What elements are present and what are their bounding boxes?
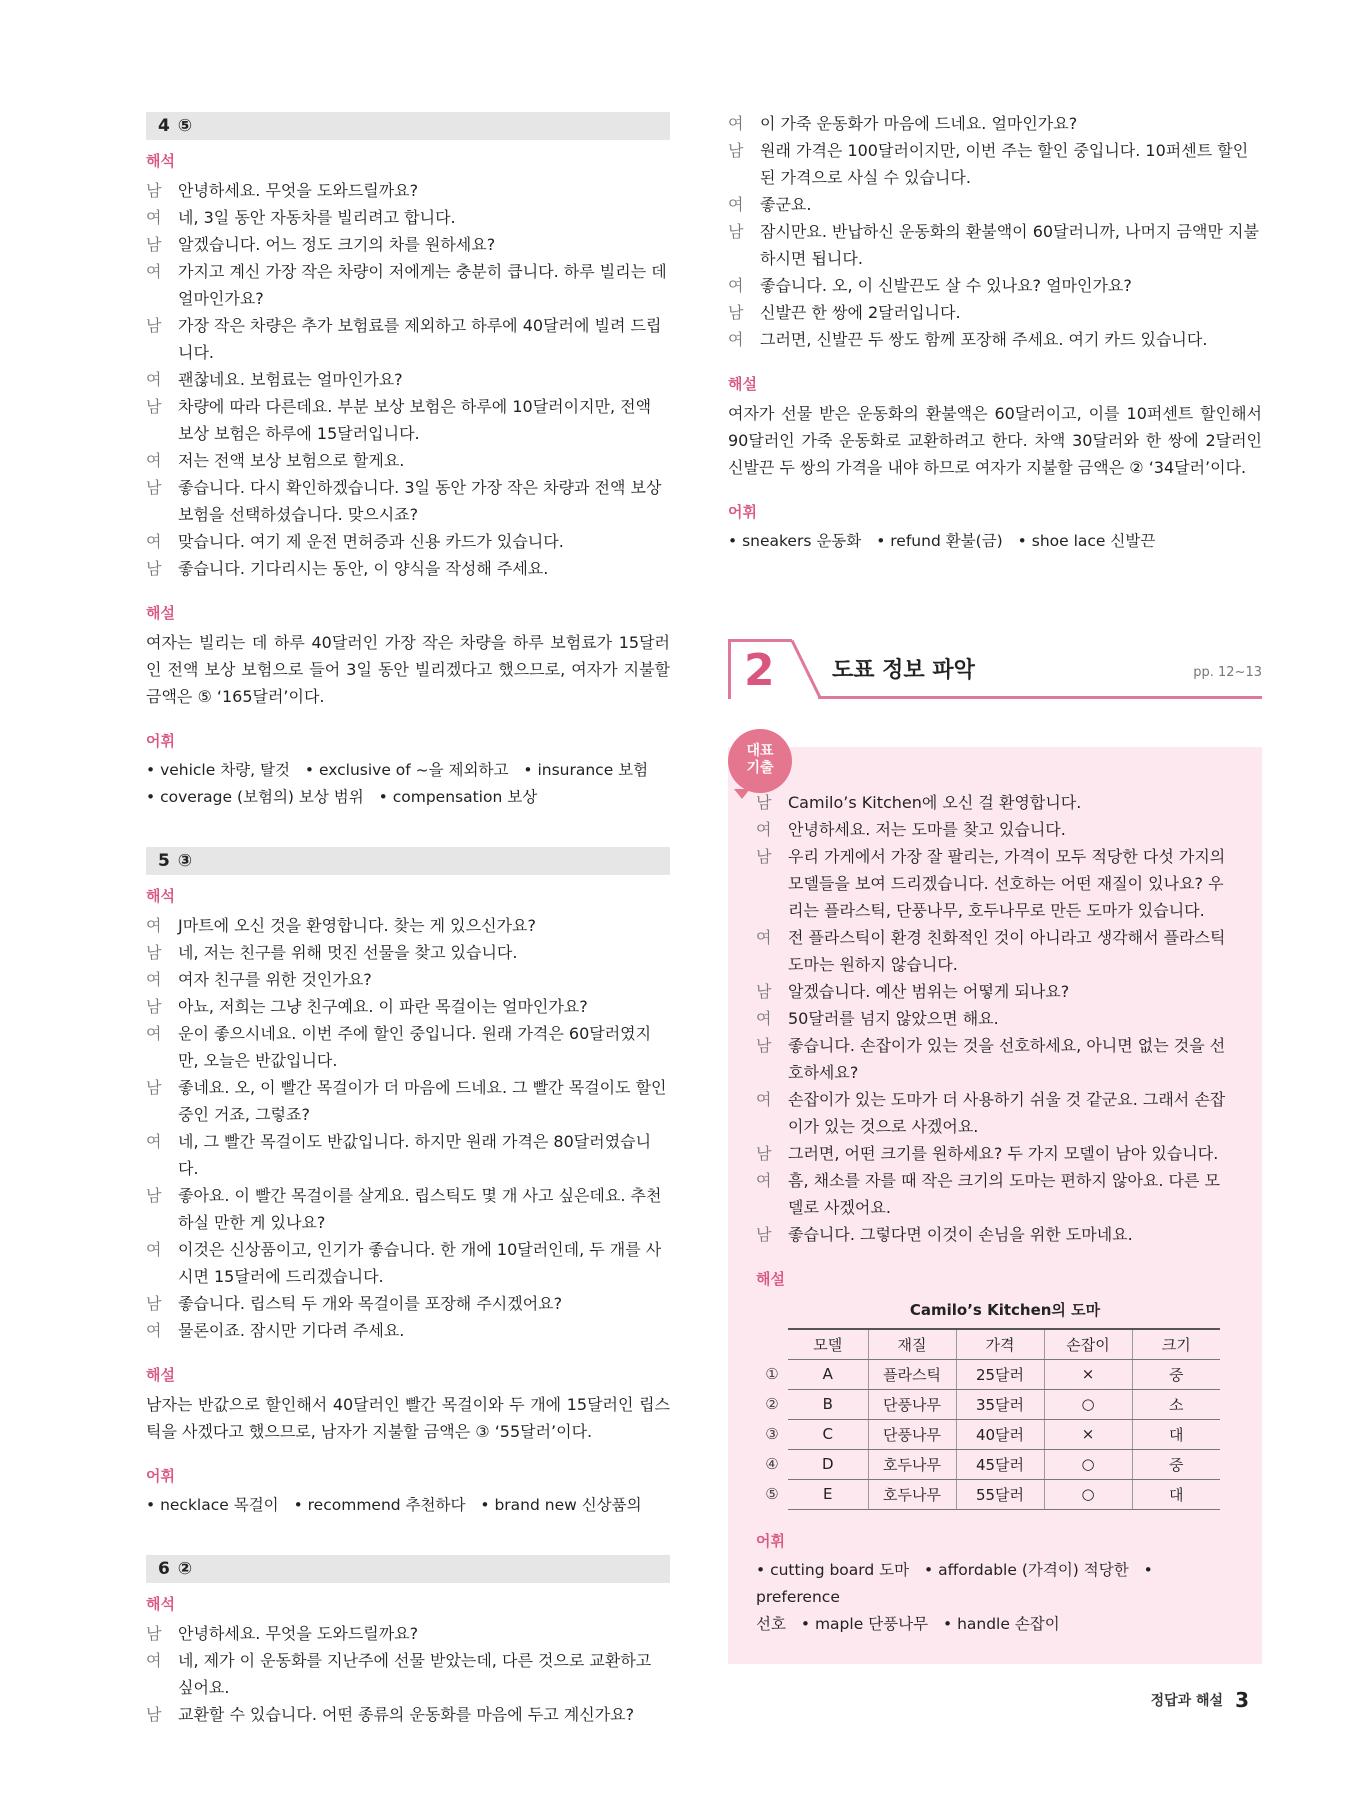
speaker-label: 여 [756,928,772,947]
dialogue-line [146,312,670,366]
dialogue-text: 교환할 수 있습니다. 어떤 종류의 운동화를 마음에 두고 계신가요? [178,1705,635,1724]
speaker-label: 남 [146,1294,162,1313]
translation-label: 해석 [146,1595,175,1613]
representative-question-box [728,743,1262,1664]
table-cell: ○ [1044,1389,1132,1419]
dialogue-text: 운이 좋으시네요. 이번 주에 할인 중입니다. 원래 가격은 60달러였지만, 오늘은 반값입니다. [178,1024,652,1070]
explanation-label: 해설 [728,375,757,393]
table-title: Camilo’s Kitchen의 도마 [909,1301,1101,1319]
speaker-label: 남 [146,478,162,497]
section-2-vocab-line-1 [756,1557,1234,1611]
dialogue-text: 물론이죠. 잠시만 기다려 주세요. [178,1321,405,1340]
dialogue-line [146,1647,670,1701]
speaker-label: 여 [146,262,162,281]
vocab-item: • cutting board 도마 [756,1560,910,1579]
question-4-vocab-line-2 [146,784,670,811]
dialogue-text: 좋습니다. 다시 확인하겠습니다. 3일 동안 가장 작은 차량과 전액 보상 보험을 선택하셨습니다. 맞으시죠? [178,478,662,524]
dialogue-line [146,939,670,966]
speaker-label: 여 [756,1171,772,1190]
section-2-dialogue [756,789,1234,1248]
dialogue-line [146,1620,670,1647]
dialogue-line [146,912,670,939]
dialogue-text: 그러면, 신발끈 두 쌍도 함께 포장해 주세요. 여기 카드 있습니다. [760,330,1208,349]
page-number: 3 [1235,1688,1249,1712]
speaker-label: 남 [728,222,744,241]
dialogue-line [146,231,670,258]
dialogue-text: 네, 3일 동안 자동차를 빌리려고 합니다. [178,208,456,227]
dialogue-text: 안녕하세요. 저는 도마를 찾고 있습니다. [788,820,1066,839]
question-4-explanation: 여자는 빌리는 데 하루 40달러인 가장 작은 차량을 하루 보험료가 15달러인 전액 보상 보험으로 들어 3일 동안 빌리겠다고 했으므로, 여자가 지불할 금액은 ⑤ ‘165달러’이다. [146,633,670,706]
table-cell: D [788,1449,868,1479]
vocab-item: • coverage (보험의) 보상 범위 [146,788,364,806]
table-header: 재질 [868,1329,956,1359]
dialogue-line [146,1701,670,1728]
row-choice-number: ⑤ [765,1485,779,1503]
dialogue-line [756,1032,1234,1086]
question-6-vocab [728,528,1262,555]
dialogue-line [756,1167,1234,1221]
dialogue-line [728,137,1262,191]
speaker-label: 여 [728,195,744,214]
speaker-label: 남 [146,397,162,416]
speaker-label: 남 [146,559,162,578]
table-header-row [756,1329,1220,1359]
dialogue-line [728,299,1262,326]
speaker-label: 남 [146,181,162,200]
explanation-label: 해설 [146,1366,175,1384]
section-heading-underline [818,696,1262,699]
cutting-board-table [756,1328,1220,1510]
dialogue-text: 여자 친구를 위한 것인가요? [178,970,372,989]
dialogue-text: 좋습니다. 기다리시는 동안, 이 양식을 작성해 주세요. [178,559,549,578]
vocab-item: • vehicle 차량, 탈것 [146,761,290,779]
speaker-label: 남 [146,235,162,254]
table-row [756,1359,1220,1389]
table-cell: 25달러 [956,1359,1044,1389]
dialogue-text: 좋네요. 오, 이 빨간 목걸이가 더 마음에 드네요. 그 빨간 목걸이도 할인 중인 거죠, 그렇죠? [178,1078,667,1124]
speaker-label: 여 [146,370,162,389]
table-cell: 35달러 [956,1389,1044,1419]
table-header: 모델 [788,1329,868,1359]
table-cell: × [1044,1359,1132,1389]
speaker-label: 여 [146,1321,162,1340]
dialogue-line [146,1290,670,1317]
table-row [756,1389,1220,1419]
dialogue-line [146,966,670,993]
table-cell: ○ [1044,1449,1132,1479]
dialogue-line [146,177,670,204]
dialogue-text: 원래 가격은 100달러이지만, 이번 주는 할인 중입니다. 10퍼센트 할인된 가격으로 사실 수 있습니다. [760,141,1249,187]
vocab-item: • shoe lace 신발끈 [1017,532,1156,550]
translation-label: 해석 [146,887,175,905]
dialogue-line [728,191,1262,218]
dialogue-line [146,204,670,231]
vocab-item: • affordable (가격이) 적당한 [924,1560,1129,1579]
dialogue-text: 좋군요. [760,195,812,214]
speaker-label: 남 [146,1078,162,1097]
dialogue-text: 좋습니다. 손잡이가 있는 것을 선호하세요, 아니면 없는 것을 선호하세요? [788,1036,1226,1082]
question-5-header: 5 ③ [146,847,670,875]
table-cell: C [788,1419,868,1449]
left-column [146,112,670,1728]
dialogue-line [728,110,1262,137]
vocab-item: • preference [756,1560,1153,1606]
explanation-label: 해설 [756,1270,785,1288]
dialogue-text: 잠시만요. 반납하신 운동화의 환불액이 60달러니까, 나머지 금액만 지불하시면 됩니다. [760,222,1259,268]
badge-line-1: 대표 [746,743,774,759]
question-6-dialogue-continued [728,110,1262,353]
vocabulary-label: 어휘 [756,1531,785,1550]
dialogue-text: 괜찮네요. 보험료는 얼마인가요? [178,370,403,389]
row-choice-number: ② [765,1395,779,1413]
dialogue-line [756,1140,1234,1167]
vocabulary-label: 어휘 [728,503,757,521]
dialogue-text: Camilo’s Kitchen에 오신 걸 환영합니다. [788,793,1082,812]
speaker-label: 여 [146,970,162,989]
vocab-item: • refund 환불(금) [876,532,1003,550]
dialogue-line [146,366,670,393]
speaker-label: 여 [146,532,162,551]
vocab-item: • handle 손잡이 [943,1614,1060,1633]
vocab-item: 선호 [756,1614,786,1633]
dialogue-line [756,1086,1234,1140]
dialogue-text: 맞습니다. 여기 제 운전 면허증과 신용 카드가 있습니다. [178,532,564,551]
table-cell: 단풍나무 [868,1389,956,1419]
table-cell: 대 [1132,1479,1220,1509]
vocab-item: • insurance 보험 [523,761,649,779]
table-header: 크기 [1132,1329,1220,1359]
translation-label: 해석 [146,152,175,170]
question-6-dialogue [146,1620,670,1728]
speaker-label: 여 [728,330,744,349]
speaker-label: 남 [756,1036,772,1055]
speaker-label: 남 [146,943,162,962]
dialogue-text: 전 플라스틱이 환경 친화적인 것이 아니라고 생각해서 플라스틱 도마는 원하지 않습니다. [788,928,1226,974]
dialogue-text: 좋아요. 이 빨간 목걸이를 살게요. 립스틱도 몇 개 사고 싶은데요. 추천하실 만한 게 있나요? [178,1186,662,1232]
dialogue-line [728,326,1262,353]
table-cell: 대 [1132,1419,1220,1449]
table-row [756,1449,1220,1479]
dialogue-line [146,1128,670,1182]
row-choice-number: ① [765,1365,779,1383]
speaker-label: 남 [146,1624,162,1643]
speaker-label: 남 [146,1186,162,1205]
vocab-item: • recommend 추천하다 [293,1496,466,1514]
dialogue-text: 안녕하세요. 무엇을 도와드릴까요? [178,1624,419,1643]
dialogue-line [756,843,1234,924]
dialogue-line [146,1074,670,1128]
vocabulary-label: 어휘 [146,732,175,750]
question-5-vocab-line-1 [146,1492,670,1519]
table-corner [756,1329,788,1359]
dialogue-text: 가장 작은 차량은 추가 보험료를 제외하고 하루에 40달러에 빌려 드립니다. [178,316,662,362]
dialogue-line [728,272,1262,299]
dialogue-line [146,258,670,312]
dialogue-text: 신발끈 한 쌍에 2달러입니다. [760,303,961,322]
dialogue-text: 흠, 채소를 자를 때 작은 크기의 도마는 편하지 않아요. 다른 모델로 사겠어요. [788,1171,1220,1217]
speaker-label: 여 [146,451,162,470]
section-pages: pp. 12~13 [1193,665,1262,680]
dialogue-text: 아뇨, 저희는 그냥 친구예요. 이 파란 목걸이는 얼마인가요? [178,997,588,1016]
dialogue-line [146,393,670,447]
vocab-item: • maple 단풍나무 [800,1614,929,1633]
representative-question-badge [728,729,792,793]
table-cell: 소 [1132,1389,1220,1419]
question-4-header: 4 ⑤ [146,112,670,140]
table-cell: 55달러 [956,1479,1044,1509]
speaker-label: 여 [146,916,162,935]
row-choice-number: ③ [765,1425,779,1443]
table-cell: 45달러 [956,1449,1044,1479]
row-choice-number: ④ [765,1455,779,1473]
speaker-label: 여 [756,1090,772,1109]
table-cell: ○ [1044,1479,1132,1509]
section-title: 도표 정보 파악 [832,658,975,683]
speaker-label: 남 [756,1144,772,1163]
speaker-label: 여 [146,1024,162,1043]
dialogue-line [146,1020,670,1074]
table-row [756,1479,1220,1509]
speaker-label: 여 [146,208,162,227]
explanation-label: 해설 [146,604,175,622]
table-cell: 40달러 [956,1419,1044,1449]
question-4-dialogue [146,177,670,582]
vocab-item: • necklace 목걸이 [146,1496,279,1514]
speaker-label: 남 [146,997,162,1016]
badge-line-2: 기출 [746,760,774,776]
dialogue-text: 이 가죽 운동화가 마음에 드네요. 얼마인가요? [760,114,1078,133]
speaker-label: 남 [756,982,772,1001]
dialogue-line [146,1236,670,1290]
vocab-item: • compensation 보상 [378,788,538,806]
dialogue-text: 50달러를 넘지 않았으면 해요. [788,1009,999,1028]
section-2-heading [728,639,1262,699]
dialogue-text: 좋습니다. 오, 이 신발끈도 살 수 있나요? 얼마인가요? [760,276,1132,295]
right-column [728,110,1262,1664]
table-cell: 중 [1132,1449,1220,1479]
vocab-item: • exclusive of ~을 제외하고 [304,761,509,779]
table-cell: × [1044,1419,1132,1449]
dialogue-text: 그러면, 어떤 크기를 원하세요? 두 가지 모델이 남아 있습니다. [788,1144,1219,1163]
dialogue-text: 우리 가게에서 가장 잘 팔리는, 가격이 모두 적당한 다섯 가지의 모델들을 보여 드리겠습니다. 선호하는 어떤 재질이 있나요? 우리는 플라스틱, 단풍나무, 호두나무로 만든 도마가 있습니다. [788,847,1226,920]
table-header: 손잡이 [1044,1329,1132,1359]
footer-label: 정답과 해설 [1150,1693,1224,1709]
speaker-label: 남 [756,793,772,812]
dialogue-line [146,555,670,582]
section-number: 2 [744,645,775,696]
table-cell: 호두나무 [868,1479,956,1509]
speaker-label: 여 [728,276,744,295]
speaker-label: 여 [756,820,772,839]
table-row [756,1419,1220,1449]
question-6-explanation: 여자가 선물 받은 운동화의 환불액은 60달러이고, 이를 10퍼센트 할인해서 90달러인 가죽 운동화로 교환하려고 한다. 차액 30달러와 한 쌍에 2달러인 신발끈 두 쌍의 가격을 내야 하므로 여자가 지불할 금액은 ② ‘34달러’이다. [728,404,1262,477]
section-2-vocab-line-2 [756,1611,1234,1638]
table-cell: A [788,1359,868,1389]
dialogue-text: J마트에 오신 것을 환영합니다. 찾는 게 있으신가요? [178,916,536,935]
speaker-label: 여 [146,1132,162,1151]
dialogue-text: 네, 제가 이 운동화를 지난주에 선물 받았는데, 다른 것으로 교환하고 싶어요. [178,1651,652,1697]
dialogue-text: 안녕하세요. 무엇을 도와드릴까요? [178,181,419,200]
dialogue-text: 가지고 계신 가장 작은 차량이 저에게는 충분히 큽니다. 하루 빌리는 데 얼마인가요? [178,262,667,308]
page-footer [1151,1688,1249,1712]
speaker-label: 남 [756,847,772,866]
dialogue-text: 좋습니다. 립스틱 두 개와 목걸이를 포장해 주시겠어요? [178,1294,563,1313]
question-5-dialogue [146,912,670,1344]
speaker-label: 남 [728,303,744,322]
dialogue-line [146,993,670,1020]
vocab-item: • brand new 신상품의 [480,1496,642,1514]
dialogue-text: 네, 그 빨간 목걸이도 반값입니다. 하지만 원래 가격은 80달러였습니다. [178,1132,652,1178]
dialogue-line [146,1182,670,1236]
table-cell: 플라스틱 [868,1359,956,1389]
speaker-label: 여 [756,1009,772,1028]
table-cell: 단풍나무 [868,1419,956,1449]
dialogue-text: 알겠습니다. 어느 정도 크기의 차를 원하세요? [178,235,496,254]
table-header: 가격 [956,1329,1044,1359]
dialogue-line [756,789,1234,816]
speaker-label: 여 [146,1651,162,1670]
dialogue-line [728,218,1262,272]
speaker-label: 남 [728,141,744,160]
question-4-vocab-line-1 [146,757,670,784]
speaker-label: 남 [756,1225,772,1244]
dialogue-text: 좋습니다. 그렇다면 이것이 손님을 위한 도마네요. [788,1225,1133,1244]
speaker-label: 여 [146,1240,162,1259]
dialogue-line [146,474,670,528]
dialogue-line [756,816,1234,843]
dialogue-line [756,924,1234,978]
dialogue-text: 차량에 따라 다른데요. 부분 보상 보험은 하루에 10달러이지만, 전액 보상 보험은 하루에 15달러입니다. [178,397,652,443]
dialogue-text: 이것은 신상품이고, 인기가 좋습니다. 한 개에 10달러인데, 두 개를 사시면 15달러에 드리겠습니다. [178,1240,662,1286]
speaker-label: 남 [146,1705,162,1724]
dialogue-text: 네, 저는 친구를 위해 멋진 선물을 찾고 있습니다. [178,943,518,962]
table-cell: B [788,1389,868,1419]
question-6-header: 6 ② [146,1555,670,1583]
dialogue-text: 저는 전액 보상 보험으로 할게요. [178,451,405,470]
table-cell: 호두나무 [868,1449,956,1479]
dialogue-line [756,1221,1234,1248]
table-cell: 중 [1132,1359,1220,1389]
dialogue-line [146,528,670,555]
dialogue-line [756,978,1234,1005]
speaker-label: 남 [146,316,162,335]
dialogue-text: 손잡이가 있는 도마가 더 사용하기 쉬울 것 같군요. 그래서 손잡이가 있는 것으로 사겠어요. [788,1090,1226,1136]
dialogue-text: 알겠습니다. 예산 범위는 어떻게 되나요? [788,982,1070,1001]
vocabulary-label: 어휘 [146,1467,175,1485]
vocab-item: • sneakers 운동화 [728,532,862,550]
speaker-label: 여 [728,114,744,133]
dialogue-line [756,1005,1234,1032]
dialogue-line [146,447,670,474]
table-cell: E [788,1479,868,1509]
dialogue-line [146,1317,670,1344]
question-5-explanation: 남자는 반값으로 할인해서 40달러인 빨간 목걸이와 두 개에 15달러인 립스틱을 사겠다고 했으므로, 남자가 지불할 금액은 ③ ‘55달러’이다. [146,1395,670,1441]
